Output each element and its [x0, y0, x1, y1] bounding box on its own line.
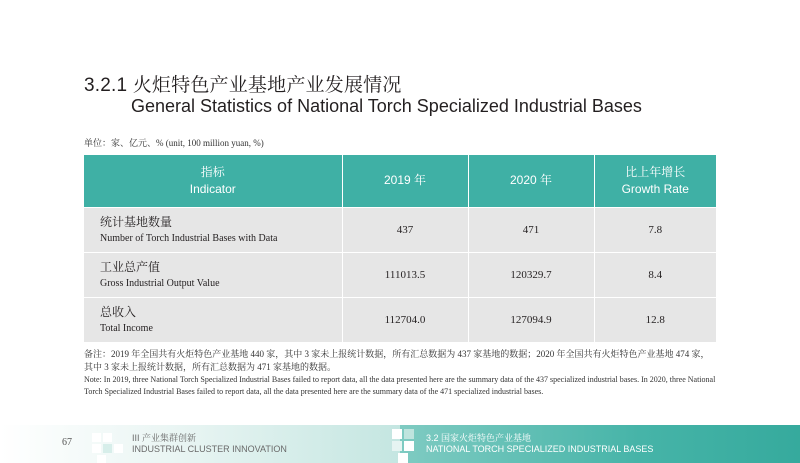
header-indicator — [84, 155, 342, 207]
table-row — [84, 207, 716, 252]
decor-square — [103, 444, 112, 453]
value-2019: 112704.0 — [342, 297, 468, 342]
header-2019 — [342, 155, 468, 207]
value-2020: 127094.9 — [468, 297, 594, 342]
section-title-cn: 3.2.1 火炬特色产业基地产业发展情况 — [84, 75, 402, 96]
footer-chapter-en: INDUSTRIAL CLUSTER INNOVATION — [132, 444, 287, 454]
footer-chapter — [132, 433, 287, 455]
row-indicator — [84, 297, 342, 342]
decor-square — [392, 429, 402, 439]
value-2019: 437 — [342, 207, 468, 252]
decor-square — [404, 429, 414, 439]
section-title-en: General Statistics of National Torch Specialized Industrial Bases — [131, 96, 642, 116]
unit-note: 单位：家、亿元、% (unit, 100 million yuan, %) — [84, 138, 264, 148]
row-indicator — [84, 207, 342, 252]
row-indicator — [84, 252, 342, 297]
header-2020 — [468, 155, 594, 207]
header-growth-rate — [594, 155, 716, 207]
footer-section-cn: 3.2 国家火炬特色产业基地 — [426, 433, 532, 443]
header-2020-label: 2020 年 — [509, 173, 553, 188]
value-growth: 8.4 — [594, 252, 716, 297]
indicator-cn: 总收入 — [100, 304, 137, 319]
header-indicator-cn: 指标 — [200, 164, 225, 179]
indicator-en: Gross Industrial Output Value — [100, 277, 220, 289]
note-en: Note: In 2019, three National Torch Specialized Industrial Bases failed to report data, all the data presented here are the summary data of the 437 specialized industrial bases. In 2020, three National Torch Specialized Industrial Bases failed to report data, all the data presented here are the summary data of the 471 specialized industrial bases. — [84, 375, 716, 396]
indicator-en: Total Income — [100, 322, 153, 334]
value-2019: 111013.5 — [342, 252, 468, 297]
indicator-cn: 工业总产值 — [100, 259, 161, 274]
indicator-en: Number of Torch Industrial Bases with Data — [100, 232, 278, 244]
header-growth-cn: 比上年增长 — [625, 164, 686, 179]
value-growth: 12.8 — [594, 297, 716, 342]
statistics-table — [84, 155, 716, 342]
decor-square — [392, 441, 402, 451]
decor-square — [398, 453, 408, 463]
footer-section — [426, 433, 653, 455]
decor-square — [103, 433, 112, 442]
decor-square — [114, 444, 123, 453]
value-growth: 7.8 — [594, 207, 716, 252]
decor-square — [92, 433, 101, 442]
header-2019-label: 2019 年 — [383, 173, 427, 188]
decor-square — [97, 455, 106, 463]
value-2020: 471 — [468, 207, 594, 252]
note-cn: 备注：2019 年全国共有火炬特色产业基地 440 家，其中 3 家未上报统计数据，所有汇总数据为 437 家基地的数据；2020 年全国共有火炬特色产业基地 474 家，其中 3 家未上报统计数据，所有汇总数据为 471 家基地的数据。 — [84, 349, 710, 372]
decor-square — [404, 441, 414, 451]
value-2020: 120329.7 — [468, 252, 594, 297]
page-number: 67 — [62, 437, 72, 448]
decor-square — [92, 444, 101, 453]
header-growth-en: Growth Rate — [621, 181, 689, 196]
page-footer — [0, 425, 800, 463]
indicator-cn: 统计基地数量 — [100, 214, 173, 229]
table-row — [84, 297, 716, 342]
header-indicator-en: Indicator — [189, 181, 236, 196]
footer-chapter-cn: III 产业集群创新 — [132, 433, 197, 443]
footer-section-en: NATIONAL TORCH SPECIALIZED INDUSTRIAL BASES — [426, 444, 654, 454]
table-row — [84, 252, 716, 297]
table-header-row — [84, 155, 716, 207]
